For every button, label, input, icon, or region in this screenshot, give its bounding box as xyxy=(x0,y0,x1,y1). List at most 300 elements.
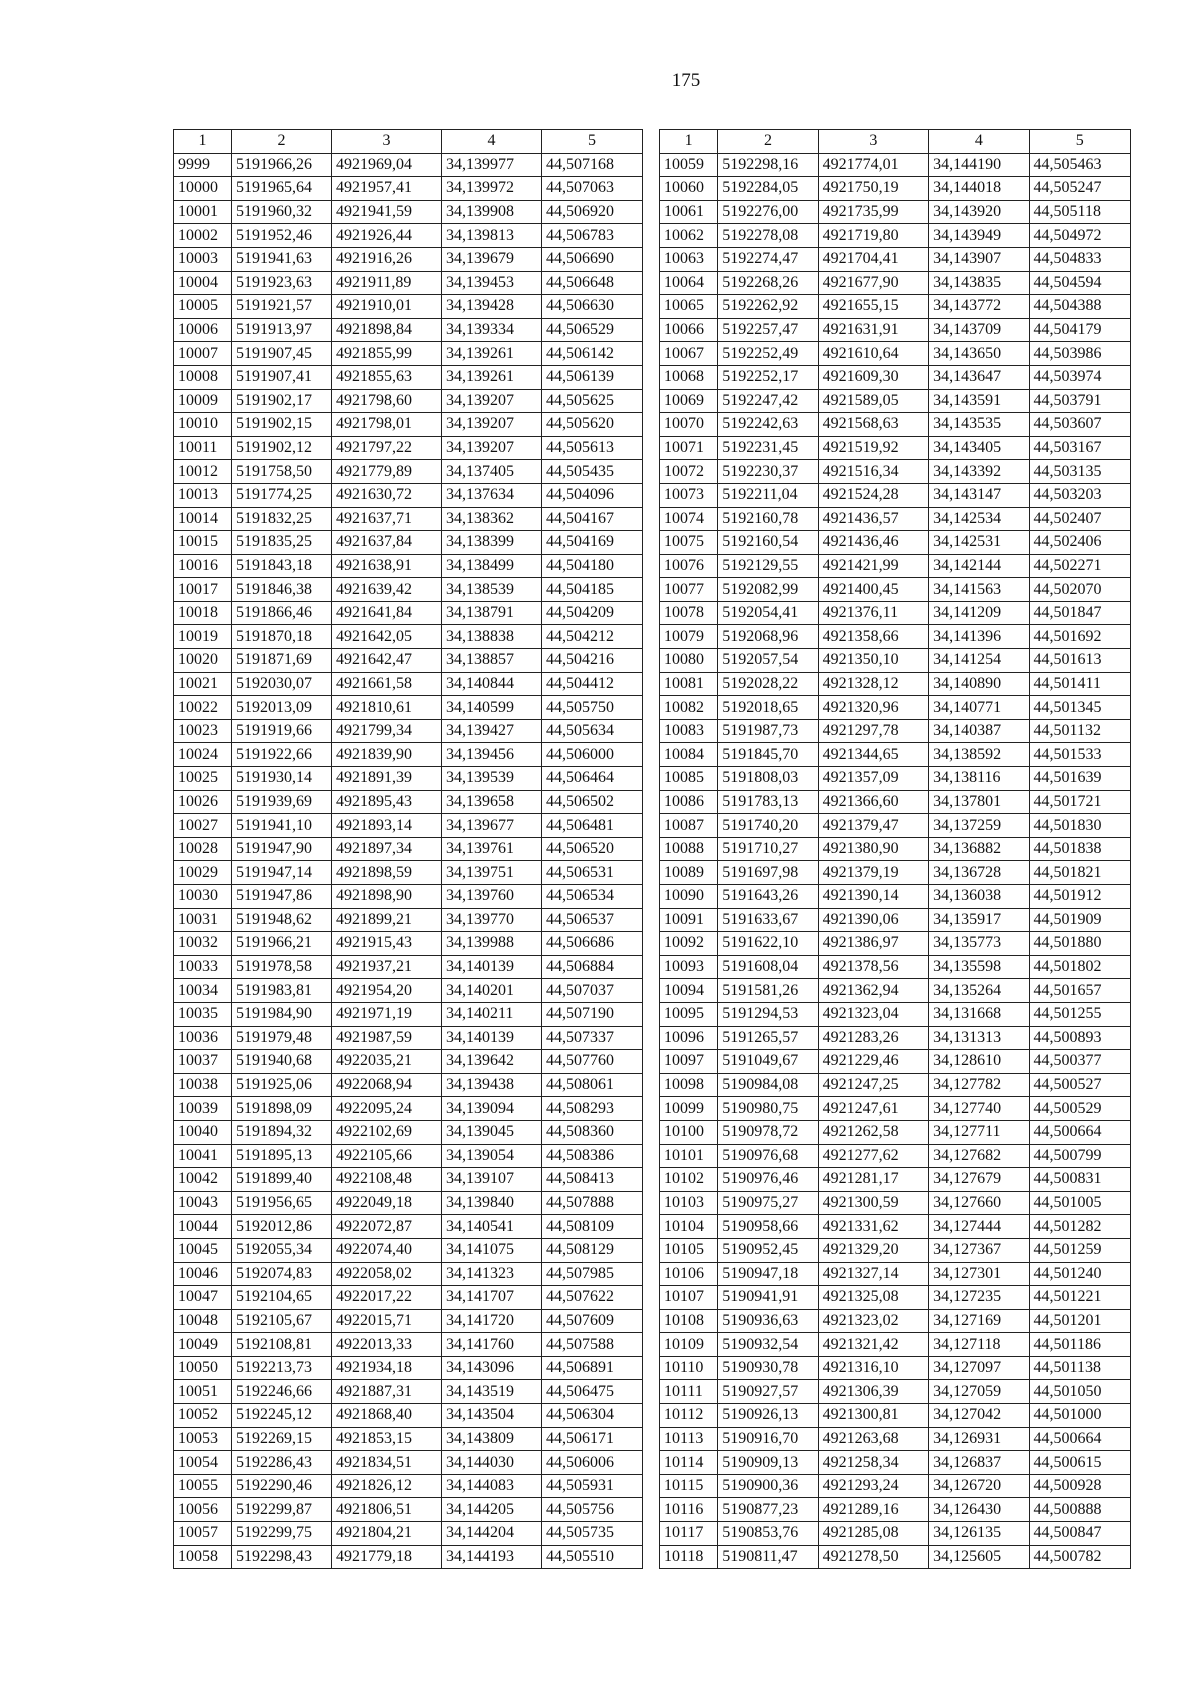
table-cell: 34,127711 xyxy=(929,1120,1029,1144)
table-cell: 10098 xyxy=(660,1073,718,1097)
table-cell: 44,501613 xyxy=(1029,649,1130,673)
table-cell: 5190927,57 xyxy=(718,1380,818,1404)
table-cell: 10077 xyxy=(660,578,718,602)
table-row xyxy=(174,696,643,720)
table-cell: 44,503974 xyxy=(1029,365,1130,389)
table-cell: 34,140771 xyxy=(929,696,1029,720)
table-cell: 5191643,26 xyxy=(718,885,818,909)
table-cell: 34,139334 xyxy=(442,318,542,342)
table-cell: 44,504096 xyxy=(542,483,643,507)
table-cell: 44,501186 xyxy=(1029,1333,1130,1357)
table-cell: 34,143147 xyxy=(929,483,1029,507)
table-row xyxy=(660,1215,1131,1239)
table-cell: 4921750,19 xyxy=(818,177,928,201)
table-cell: 34,144204 xyxy=(442,1522,542,1546)
table-cell: 10117 xyxy=(660,1522,718,1546)
table-cell: 4922049,18 xyxy=(332,1191,442,1215)
table-cell: 10052 xyxy=(174,1404,232,1428)
table-cell: 10008 xyxy=(174,365,232,389)
table-cell: 44,505625 xyxy=(542,389,643,413)
table-cell: 44,506000 xyxy=(542,743,643,767)
table-cell: 44,505510 xyxy=(542,1545,643,1569)
table-cell: 5192028,22 xyxy=(718,672,818,696)
table-row xyxy=(660,932,1131,956)
table-cell: 44,507622 xyxy=(542,1286,643,1310)
table-cell: 5191783,13 xyxy=(718,790,818,814)
table-cell: 10019 xyxy=(174,625,232,649)
table-cell: 44,503135 xyxy=(1029,460,1130,484)
table-row xyxy=(174,224,643,248)
table-cell: 10096 xyxy=(660,1026,718,1050)
table-cell: 5192030,07 xyxy=(232,672,332,696)
table-cell: 34,139977 xyxy=(442,153,542,177)
table-cell: 5191608,04 xyxy=(718,955,818,979)
column-header: 3 xyxy=(818,130,928,154)
table-cell: 44,501345 xyxy=(1029,696,1130,720)
table-cell: 10092 xyxy=(660,932,718,956)
table-cell: 34,141760 xyxy=(442,1333,542,1357)
table-cell: 34,137405 xyxy=(442,460,542,484)
table-row xyxy=(174,1474,643,1498)
table-cell: 10022 xyxy=(174,696,232,720)
table-cell: 5192298,16 xyxy=(718,153,818,177)
table-cell: 44,500888 xyxy=(1029,1498,1130,1522)
table-cell: 44,505750 xyxy=(542,696,643,720)
table-row xyxy=(174,1191,643,1215)
table-cell: 4921941,59 xyxy=(332,200,442,224)
table-cell: 5191265,57 xyxy=(718,1026,818,1050)
table-row xyxy=(174,1215,643,1239)
table-cell: 10009 xyxy=(174,389,232,413)
table-cell: 4921609,30 xyxy=(818,365,928,389)
table-cell: 4921839,90 xyxy=(332,743,442,767)
table-cell: 34,139456 xyxy=(442,743,542,767)
table-cell: 10058 xyxy=(174,1545,232,1569)
table-cell: 10108 xyxy=(660,1309,718,1333)
table-cell: 4921386,97 xyxy=(818,932,928,956)
table-cell: 5191581,26 xyxy=(718,979,818,1003)
table-cell: 10067 xyxy=(660,342,718,366)
table-cell: 34,143519 xyxy=(442,1380,542,1404)
table-cell: 10084 xyxy=(660,743,718,767)
table-cell: 34,137634 xyxy=(442,483,542,507)
table-row xyxy=(660,507,1131,531)
table-cell: 10112 xyxy=(660,1404,718,1428)
table-row xyxy=(660,814,1131,838)
table-cell: 4921806,51 xyxy=(332,1498,442,1522)
table-cell: 4921379,47 xyxy=(818,814,928,838)
table-cell: 5191710,27 xyxy=(718,837,818,861)
table-cell: 5191633,67 xyxy=(718,908,818,932)
table-cell: 4921247,61 xyxy=(818,1097,928,1121)
table-cell: 34,139539 xyxy=(442,767,542,791)
table-cell: 4921887,31 xyxy=(332,1380,442,1404)
table-cell: 44,501912 xyxy=(1029,885,1130,909)
table-cell: 5192013,09 xyxy=(232,696,332,720)
table-cell: 4921366,60 xyxy=(818,790,928,814)
table-cell: 5191940,68 xyxy=(232,1050,332,1074)
table-cell: 4921926,44 xyxy=(332,224,442,248)
table-cell: 34,125605 xyxy=(929,1545,1029,1569)
table-row xyxy=(660,1451,1131,1475)
table-cell: 5192269,15 xyxy=(232,1427,332,1451)
table-cell: 34,127782 xyxy=(929,1073,1029,1097)
table-cell: 5192245,12 xyxy=(232,1404,332,1428)
table-row xyxy=(174,1262,643,1286)
table-cell: 10090 xyxy=(660,885,718,909)
table-cell: 44,506304 xyxy=(542,1404,643,1428)
table-cell: 34,139261 xyxy=(442,365,542,389)
table-cell: 5192268,26 xyxy=(718,271,818,295)
table-cell: 5192246,66 xyxy=(232,1380,332,1404)
table-cell: 4921376,11 xyxy=(818,601,928,625)
table-cell: 5191740,20 xyxy=(718,814,818,838)
table-cell: 10018 xyxy=(174,601,232,625)
table-cell: 5191947,90 xyxy=(232,837,332,861)
table-cell: 4921704,41 xyxy=(818,247,928,271)
table-cell: 10033 xyxy=(174,955,232,979)
table-cell: 34,144018 xyxy=(929,177,1029,201)
table-cell: 4921306,39 xyxy=(818,1380,928,1404)
table-cell: 5190976,46 xyxy=(718,1168,818,1192)
table-cell: 10047 xyxy=(174,1286,232,1310)
table-cell: 10043 xyxy=(174,1191,232,1215)
table-cell: 10088 xyxy=(660,837,718,861)
table-cell: 4921642,47 xyxy=(332,649,442,673)
table-cell: 34,139261 xyxy=(442,342,542,366)
table-cell: 4921779,18 xyxy=(332,1545,442,1569)
table-cell: 4921987,59 xyxy=(332,1026,442,1050)
table-cell: 5192252,17 xyxy=(718,365,818,389)
table-cell: 34,139658 xyxy=(442,790,542,814)
table-row xyxy=(660,554,1131,578)
column-header: 4 xyxy=(442,130,542,154)
table-cell: 5192054,41 xyxy=(718,601,818,625)
table-cell: 5190947,18 xyxy=(718,1262,818,1286)
table-cell: 44,507888 xyxy=(542,1191,643,1215)
table-cell: 34,138399 xyxy=(442,531,542,555)
table-cell: 4921834,51 xyxy=(332,1451,442,1475)
table-cell: 5192276,00 xyxy=(718,200,818,224)
table-cell: 10105 xyxy=(660,1238,718,1262)
table-row xyxy=(660,1474,1131,1498)
table-cell: 34,141563 xyxy=(929,578,1029,602)
table-cell: 44,501533 xyxy=(1029,743,1130,767)
table-cell: 34,140387 xyxy=(929,719,1029,743)
table-cell: 34,140139 xyxy=(442,955,542,979)
table-cell: 4922105,66 xyxy=(332,1144,442,1168)
table-row xyxy=(174,177,643,201)
table-cell: 34,127444 xyxy=(929,1215,1029,1239)
table-cell: 10113 xyxy=(660,1427,718,1451)
table-cell: 44,501000 xyxy=(1029,1404,1130,1428)
table-row xyxy=(660,247,1131,271)
table-cell: 44,500928 xyxy=(1029,1474,1130,1498)
table-cell: 4922095,24 xyxy=(332,1097,442,1121)
table-cell: 5191907,45 xyxy=(232,342,332,366)
table-cell: 34,136882 xyxy=(929,837,1029,861)
table-cell: 44,501692 xyxy=(1029,625,1130,649)
table-cell: 34,126135 xyxy=(929,1522,1029,1546)
table-row xyxy=(660,224,1131,248)
table-cell: 34,137259 xyxy=(929,814,1029,838)
table-cell: 34,127682 xyxy=(929,1144,1029,1168)
table-cell: 44,504179 xyxy=(1029,318,1130,342)
table-cell: 34,127118 xyxy=(929,1333,1029,1357)
table-cell: 34,144205 xyxy=(442,1498,542,1522)
table-cell: 10054 xyxy=(174,1451,232,1475)
table-cell: 4921229,46 xyxy=(818,1050,928,1074)
table-cell: 10027 xyxy=(174,814,232,838)
table-row xyxy=(174,413,643,437)
table-cell: 44,506531 xyxy=(542,861,643,885)
table-row xyxy=(174,1451,643,1475)
table-cell: 44,504209 xyxy=(542,601,643,625)
column-header: 4 xyxy=(929,130,1029,154)
table-row xyxy=(174,1144,643,1168)
table-row xyxy=(174,200,643,224)
table-cell: 5191983,81 xyxy=(232,979,332,1003)
table-row xyxy=(174,1026,643,1050)
table-cell: 4921278,50 xyxy=(818,1545,928,1569)
table-cell: 34,143392 xyxy=(929,460,1029,484)
table-cell: 10118 xyxy=(660,1545,718,1569)
table-cell: 44,506630 xyxy=(542,295,643,319)
table-cell: 5191978,58 xyxy=(232,955,332,979)
table-cell: 4921898,59 xyxy=(332,861,442,885)
table-cell: 34,139207 xyxy=(442,389,542,413)
table-cell: 4921390,06 xyxy=(818,908,928,932)
table-cell: 5191947,14 xyxy=(232,861,332,885)
table-cell: 10032 xyxy=(174,932,232,956)
table-cell: 5191866,46 xyxy=(232,601,332,625)
table-cell: 5190984,08 xyxy=(718,1073,818,1097)
table-cell: 4921568,63 xyxy=(818,413,928,437)
table-cell: 4921320,96 xyxy=(818,696,928,720)
table-cell: 10020 xyxy=(174,649,232,673)
table-cell: 10093 xyxy=(660,955,718,979)
table-cell: 10035 xyxy=(174,1002,232,1026)
table-cell: 4921379,19 xyxy=(818,861,928,885)
table-cell: 4921357,09 xyxy=(818,767,928,791)
table-row xyxy=(660,318,1131,342)
table-cell: 34,126720 xyxy=(929,1474,1029,1498)
table-cell: 4921277,62 xyxy=(818,1144,928,1168)
table-cell: 5190932,54 xyxy=(718,1333,818,1357)
table-cell: 34,139988 xyxy=(442,932,542,956)
table-cell: 10040 xyxy=(174,1120,232,1144)
table-row xyxy=(174,1286,643,1310)
table-cell: 10062 xyxy=(660,224,718,248)
table-cell: 44,506475 xyxy=(542,1380,643,1404)
table-row xyxy=(660,531,1131,555)
table-cell: 4921327,14 xyxy=(818,1262,928,1286)
table-cell: 10086 xyxy=(660,790,718,814)
table-cell: 10083 xyxy=(660,719,718,743)
table-cell: 5192012,86 xyxy=(232,1215,332,1239)
table-row xyxy=(660,767,1131,791)
table-row xyxy=(174,861,643,885)
table-cell: 4921362,94 xyxy=(818,979,928,1003)
table-cell: 10082 xyxy=(660,696,718,720)
table-cell: 44,501721 xyxy=(1029,790,1130,814)
table-cell: 34,141254 xyxy=(929,649,1029,673)
table-row xyxy=(174,318,643,342)
table-cell: 5191922,66 xyxy=(232,743,332,767)
table-row xyxy=(174,1380,643,1404)
table-cell: 5192055,34 xyxy=(232,1238,332,1262)
table-cell: 10031 xyxy=(174,908,232,932)
table-cell: 44,506006 xyxy=(542,1451,643,1475)
table-cell: 4921855,99 xyxy=(332,342,442,366)
table-cell: 10065 xyxy=(660,295,718,319)
table-cell: 10050 xyxy=(174,1356,232,1380)
table-cell: 5192290,46 xyxy=(232,1474,332,1498)
table-cell: 44,500782 xyxy=(1029,1545,1130,1569)
table-cell: 5191941,63 xyxy=(232,247,332,271)
table-cell: 34,139642 xyxy=(442,1050,542,1074)
table-cell: 34,138539 xyxy=(442,578,542,602)
table-cell: 5191846,38 xyxy=(232,578,332,602)
table-cell: 4921328,12 xyxy=(818,672,928,696)
table-cell: 4921911,89 xyxy=(332,271,442,295)
table-cell: 34,140844 xyxy=(442,672,542,696)
table-cell: 5191913,97 xyxy=(232,318,332,342)
table-cell: 34,141323 xyxy=(442,1262,542,1286)
table-cell: 44,507760 xyxy=(542,1050,643,1074)
table-cell: 44,501657 xyxy=(1029,979,1130,1003)
table-cell: 44,500893 xyxy=(1029,1026,1130,1050)
table-cell: 44,503203 xyxy=(1029,483,1130,507)
table-cell: 5192231,45 xyxy=(718,436,818,460)
table-row xyxy=(174,908,643,932)
table-cell: 5192299,87 xyxy=(232,1498,332,1522)
table-cell: 4921799,34 xyxy=(332,719,442,743)
table-cell: 4921642,05 xyxy=(332,625,442,649)
table-cell: 44,501847 xyxy=(1029,601,1130,625)
table-cell: 5190958,66 xyxy=(718,1215,818,1239)
table-row xyxy=(174,389,643,413)
table-cell: 4921898,84 xyxy=(332,318,442,342)
table-cell: 4921380,90 xyxy=(818,837,928,861)
table-cell: 5190811,47 xyxy=(718,1545,818,1569)
table-cell: 10025 xyxy=(174,767,232,791)
table-row xyxy=(174,295,643,319)
table-cell: 44,508413 xyxy=(542,1168,643,1192)
table-cell: 34,144190 xyxy=(929,153,1029,177)
table-cell: 5191939,69 xyxy=(232,790,332,814)
table-cell: 4921589,05 xyxy=(818,389,928,413)
table-cell: 10010 xyxy=(174,413,232,437)
table-cell: 44,505735 xyxy=(542,1522,643,1546)
table-cell: 10100 xyxy=(660,1120,718,1144)
table-cell: 10037 xyxy=(174,1050,232,1074)
table-cell: 34,126837 xyxy=(929,1451,1029,1475)
table-cell: 5191870,18 xyxy=(232,625,332,649)
table-cell: 44,508386 xyxy=(542,1144,643,1168)
table-cell: 4921516,34 xyxy=(818,460,928,484)
table-cell: 44,505931 xyxy=(542,1474,643,1498)
table-cell: 10030 xyxy=(174,885,232,909)
table-row xyxy=(174,814,643,838)
table-cell: 34,139751 xyxy=(442,861,542,885)
table-cell: 5191774,25 xyxy=(232,483,332,507)
table-cell: 44,506783 xyxy=(542,224,643,248)
table-cell: 9999 xyxy=(174,153,232,177)
table-cell: 44,501282 xyxy=(1029,1215,1130,1239)
table-cell: 34,143650 xyxy=(929,342,1029,366)
table-cell: 4921321,42 xyxy=(818,1333,928,1357)
table-cell: 10107 xyxy=(660,1286,718,1310)
table-cell: 4921281,17 xyxy=(818,1168,928,1192)
table-cell: 34,127042 xyxy=(929,1404,1029,1428)
table-cell: 44,503986 xyxy=(1029,342,1130,366)
page-number: 175 xyxy=(671,70,701,91)
table-cell: 4921916,26 xyxy=(332,247,442,271)
table-row xyxy=(660,1120,1131,1144)
table-cell: 5191899,40 xyxy=(232,1168,332,1192)
table-cell: 5192247,42 xyxy=(718,389,818,413)
table-cell: 5191894,32 xyxy=(232,1120,332,1144)
table-cell: 4921971,19 xyxy=(332,1002,442,1026)
table-row xyxy=(660,460,1131,484)
table-cell: 5191930,14 xyxy=(232,767,332,791)
table-cell: 10109 xyxy=(660,1333,718,1357)
table-cell: 10103 xyxy=(660,1191,718,1215)
table-row xyxy=(174,460,643,484)
table-cell: 44,501255 xyxy=(1029,1002,1130,1026)
table-cell: 10036 xyxy=(174,1026,232,1050)
table-cell: 4921893,14 xyxy=(332,814,442,838)
table-cell: 44,501411 xyxy=(1029,672,1130,696)
table-row xyxy=(660,979,1131,1003)
table-cell: 44,501240 xyxy=(1029,1262,1130,1286)
table-row xyxy=(174,837,643,861)
table-cell: 10079 xyxy=(660,625,718,649)
table-cell: 4921350,10 xyxy=(818,649,928,673)
table-row xyxy=(174,1050,643,1074)
table-cell: 34,142531 xyxy=(929,531,1029,555)
table-row xyxy=(174,271,643,295)
table-cell: 44,505620 xyxy=(542,413,643,437)
table-cell: 44,505435 xyxy=(542,460,643,484)
table-cell: 10048 xyxy=(174,1309,232,1333)
table-cell: 34,136038 xyxy=(929,885,1029,909)
table-cell: 4921400,45 xyxy=(818,578,928,602)
table-cell: 44,504212 xyxy=(542,625,643,649)
table-row xyxy=(174,247,643,271)
table-row xyxy=(660,1522,1131,1546)
table-row xyxy=(660,908,1131,932)
table-body xyxy=(660,153,1131,1569)
table-cell: 10115 xyxy=(660,1474,718,1498)
table-cell: 34,128610 xyxy=(929,1050,1029,1074)
table-cell: 44,505613 xyxy=(542,436,643,460)
table-cell: 5191984,90 xyxy=(232,1002,332,1026)
table-row xyxy=(660,743,1131,767)
table-cell: 4921898,90 xyxy=(332,885,442,909)
table-cell: 44,501201 xyxy=(1029,1309,1130,1333)
table-cell: 10016 xyxy=(174,554,232,578)
table-row xyxy=(174,507,643,531)
table-cell: 10064 xyxy=(660,271,718,295)
table-cell: 34,139453 xyxy=(442,271,542,295)
table-row xyxy=(660,1238,1131,1262)
table-cell: 10011 xyxy=(174,436,232,460)
table-cell: 10078 xyxy=(660,601,718,625)
table-cell: 10069 xyxy=(660,389,718,413)
table-cell: 10089 xyxy=(660,861,718,885)
